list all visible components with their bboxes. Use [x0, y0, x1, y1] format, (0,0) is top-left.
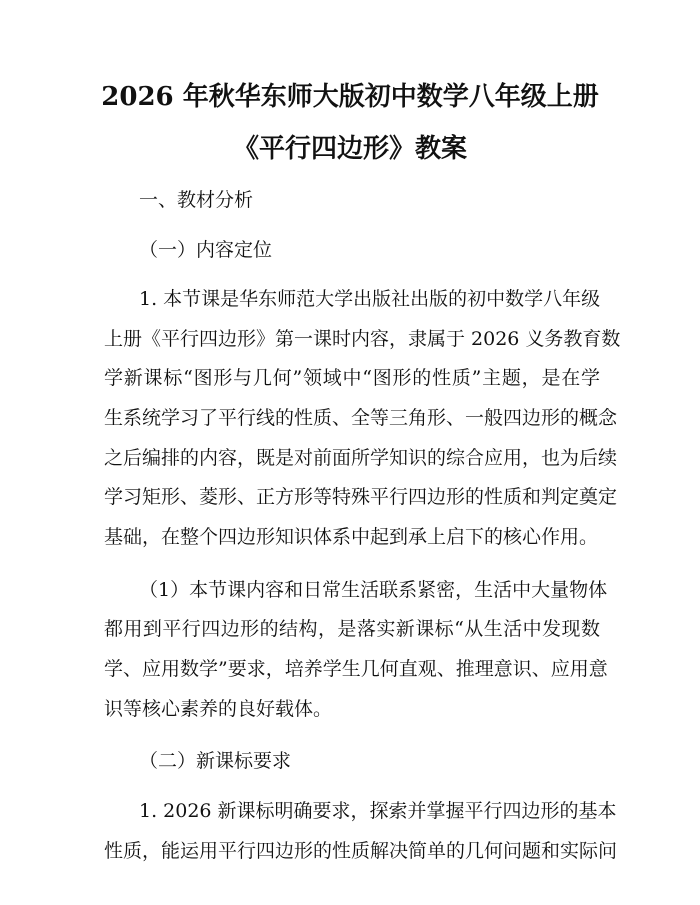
paragraph-line: 识等核心素养的良好载体。	[104, 698, 333, 720]
subsection-heading-curriculum-requirements: （二）新课标要求	[139, 750, 292, 772]
subsection-heading-content-positioning: （一）内容定位	[139, 239, 273, 261]
paragraph-line: 学新课标“图形与几何”领域中“图形的性质”主题，是在学	[104, 367, 600, 389]
paragraph-line: 都用到平行四边形的结构，是落实新课标“从生活中发现数	[104, 618, 600, 640]
paragraph-line: 学习矩形、菱形、正方形等特殊平行四边形的性质和判定奠定	[104, 486, 618, 508]
document-title-line-2: 《平行四边形》教案	[232, 134, 467, 164]
paragraph-line: 1. 2026 新课标明确要求，探索并掌握平行四边形的基本	[139, 800, 617, 822]
paragraph-line: （1）本节课内容和日常生活联系紧密，生活中大量物体	[139, 579, 608, 601]
paragraph-line: 基础，在整个四边形知识体系中起到承上启下的核心作用。	[104, 526, 599, 548]
paragraph-line: 学、应用数学”要求，培养学生几何直观、推理意识、应用意	[104, 658, 608, 680]
paragraph-line: 性质，能运用平行四边形的性质解决简单的几何问题和实际问	[104, 840, 618, 862]
paragraph-line: 1. 本节课是华东师范大学出版社出版的初中数学八年级	[139, 288, 601, 310]
paragraph-line: 生系统学习了平行线的性质、全等三角形、一般四边形的概念	[104, 407, 618, 429]
document-title-line-1: 2026 年秋华东师大版初中数学八年级上册	[101, 82, 599, 112]
paragraph-line: 上册《平行四边形》第一课时内容，隶属于 2026 义务教育数	[104, 328, 621, 350]
paragraph-line: 之后编排的内容，既是对前面所学知识的综合应用，也为后续	[104, 447, 618, 469]
section-heading-textbook-analysis: 一、教材分析	[139, 189, 254, 211]
